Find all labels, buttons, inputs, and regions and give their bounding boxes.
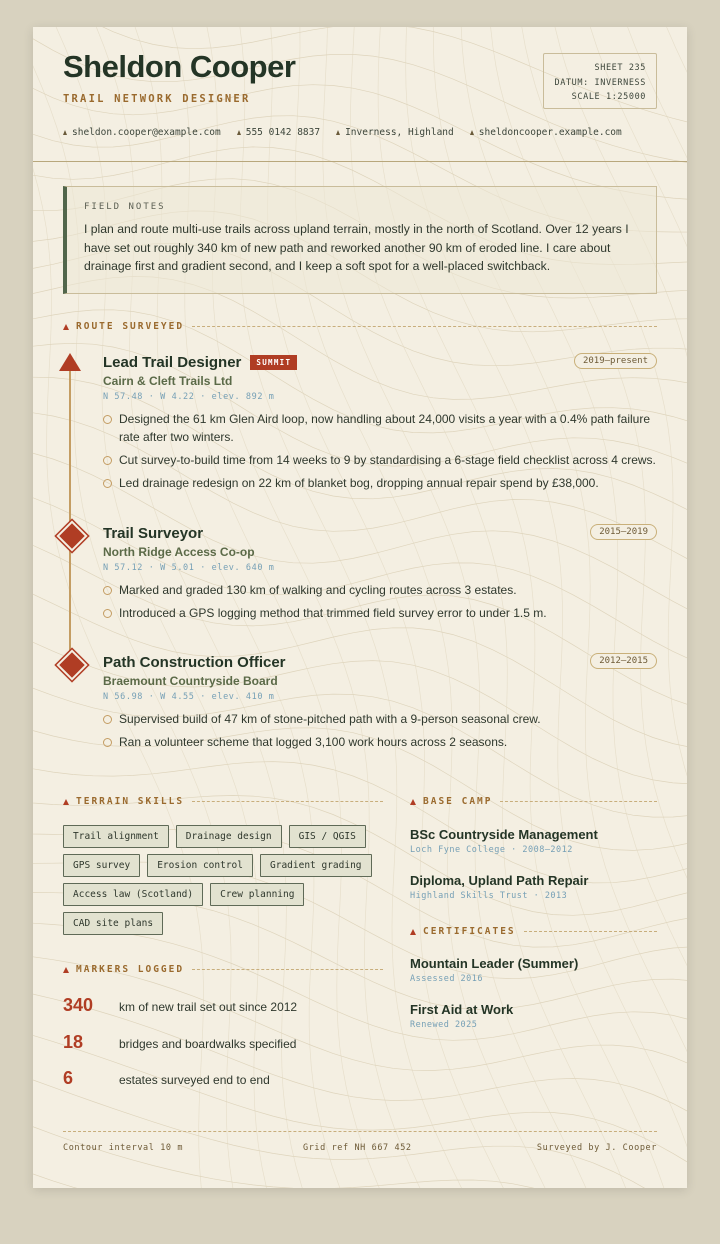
job-bullets bbox=[103, 710, 657, 751]
certificate-title: Mountain Leader (Summer) bbox=[410, 956, 579, 971]
contact-website[interactable] bbox=[470, 127, 622, 138]
stat-label: km of new trail set out since 2012 bbox=[119, 1000, 298, 1014]
job-entry bbox=[103, 352, 657, 497]
skill-chip: Crew planning bbox=[210, 883, 304, 906]
job-entry bbox=[103, 652, 657, 756]
job-coordinates: N 57.48 · W 4.22 · elev. 892 m bbox=[103, 392, 275, 402]
waypoint-circle-icon bbox=[103, 586, 112, 595]
footer-grid-ref: Grid ref NH 667 452 bbox=[303, 1143, 412, 1153]
candidate-name: Sheldon Cooper bbox=[63, 49, 296, 84]
job-coordinates: N 57.12 · W 5.01 · elev. 640 m bbox=[103, 563, 275, 573]
section-base-camp bbox=[410, 796, 657, 807]
timeline-line bbox=[69, 367, 71, 657]
job-company: North Ridge Access Co-op bbox=[103, 545, 255, 559]
section-dash-rule bbox=[192, 969, 383, 970]
education-detail: Loch Fyne College · 2008–2012 bbox=[410, 845, 573, 855]
waypoint-circle-icon bbox=[103, 715, 112, 724]
resume-sheet bbox=[33, 27, 687, 1188]
sheet-number: SHEET 235 bbox=[594, 63, 646, 73]
summit-triangle-icon bbox=[59, 353, 81, 371]
triangle-marker-icon bbox=[63, 799, 69, 805]
contact-row bbox=[63, 127, 663, 138]
field-notes-title: FIELD NOTES bbox=[84, 202, 166, 212]
skill-chip: Trail alignment bbox=[63, 825, 169, 848]
map-sheet-box bbox=[543, 53, 657, 109]
skill-chip: GIS / QGIS bbox=[289, 825, 366, 848]
section-title: TERRAIN SKILLS bbox=[76, 796, 185, 807]
triangle-marker-icon bbox=[63, 967, 69, 973]
waypoint-circle-icon bbox=[103, 415, 112, 424]
triangle-marker-icon bbox=[63, 324, 69, 330]
footer-dash-rule bbox=[63, 1131, 657, 1132]
stat-label: estates surveyed end to end bbox=[119, 1073, 270, 1087]
education-detail: Highland Skills Trust · 2013 bbox=[410, 891, 568, 901]
certificate-title: First Aid at Work bbox=[410, 1002, 514, 1017]
field-notes-text: I plan and route multi-use trails across upland terrain, mostly in the north of Scotland. Over 12 years I have set out roughly 340 km of new path and reworked another 90 km of eroded line. I care about drainage first and gradient second, and I keep a soft spot for a well-placed switchback. bbox=[84, 222, 629, 273]
section-certificates bbox=[410, 926, 657, 937]
waypoint-circle-icon bbox=[103, 609, 112, 618]
certificate-detail: Renewed 2025 bbox=[410, 1020, 478, 1030]
sheet-scale: SCALE 1:25000 bbox=[571, 92, 646, 102]
section-dash-rule bbox=[524, 931, 657, 932]
triangle-marker-icon bbox=[470, 130, 474, 135]
job-bullets bbox=[103, 581, 657, 622]
list-item: Cut survey-to-build time from 14 weeks to 9 by standardising a 6-stage field checklist across 4 crews. bbox=[103, 451, 657, 469]
job-dates: 2015–2019 bbox=[590, 524, 657, 540]
education-entry bbox=[410, 873, 657, 901]
contact-location bbox=[336, 127, 454, 138]
waypoint-circle-icon bbox=[103, 738, 112, 747]
job-entry bbox=[103, 523, 657, 627]
footer-surveyor: Surveyed by J. Cooper bbox=[536, 1143, 657, 1153]
contact-text: 555 0142 8837 bbox=[245, 127, 321, 138]
contact-email[interactable] bbox=[63, 127, 221, 138]
skill-chip: CAD site plans bbox=[63, 912, 163, 935]
section-dash-rule bbox=[192, 801, 383, 802]
education-title: Diploma, Upland Path Repair bbox=[410, 873, 589, 888]
section-title: MARKERS LOGGED bbox=[76, 964, 185, 975]
certificate-detail: Assessed 2016 bbox=[410, 974, 484, 984]
job-company: Cairn & Cleft Trails Ltd bbox=[103, 374, 233, 388]
triangle-marker-icon bbox=[336, 130, 340, 135]
section-terrain-skills bbox=[63, 796, 383, 807]
job-coordinates: N 56.98 · W 4.55 · elev. 410 m bbox=[103, 692, 275, 702]
job-company: Braemount Countryside Board bbox=[103, 674, 278, 688]
stat-item bbox=[63, 1068, 270, 1089]
contact-text: Inverness, Highland bbox=[345, 127, 454, 138]
stat-item bbox=[63, 995, 297, 1016]
skill-chip: Drainage design bbox=[176, 825, 282, 848]
education-title: BSc Countryside Management bbox=[410, 827, 598, 842]
contact-text: sheldon.cooper@example.com bbox=[72, 127, 221, 138]
job-dates: 2019–present bbox=[574, 353, 657, 369]
job-title: Trail Surveyor bbox=[103, 524, 204, 542]
stat-label: bridges and boardwalks specified bbox=[119, 1037, 297, 1051]
certificate-entry bbox=[410, 1002, 657, 1030]
list-item: Introduced a GPS logging method that trimmed field survey error to under 1.5 m. bbox=[103, 604, 657, 622]
section-dash-rule bbox=[192, 326, 657, 327]
list-item: Ran a volunteer scheme that logged 3,100 work hours across 2 seasons. bbox=[103, 733, 657, 751]
summit-badge: SUMMIT bbox=[250, 355, 297, 370]
job-bullets bbox=[103, 410, 657, 492]
triangle-marker-icon bbox=[63, 130, 67, 135]
waypoint-circle-icon bbox=[103, 479, 112, 488]
section-markers-logged bbox=[63, 964, 383, 975]
job-title: Path Construction Officer bbox=[103, 653, 286, 671]
list-item: Supervised build of 47 km of stone-pitched path with a 9-person seasonal crew. bbox=[103, 710, 657, 728]
header-divider bbox=[33, 161, 687, 162]
triangle-marker-icon bbox=[410, 929, 416, 935]
education-entry bbox=[410, 827, 657, 855]
footer-contour-interval: Contour interval 10 m bbox=[63, 1143, 184, 1153]
stat-value: 6 bbox=[63, 1068, 74, 1088]
section-route-surveyed bbox=[63, 321, 657, 332]
stat-value: 18 bbox=[63, 1032, 84, 1052]
candidate-role: TRAIL NETWORK DESIGNER bbox=[63, 93, 251, 105]
waypoint-circle-icon bbox=[103, 456, 112, 465]
stat-item bbox=[63, 1032, 296, 1053]
stat-value: 340 bbox=[63, 995, 94, 1015]
skill-chip: Erosion control bbox=[147, 854, 253, 877]
skill-chip: GPS survey bbox=[63, 854, 140, 877]
certificate-entry bbox=[410, 956, 657, 984]
list-item: Led drainage redesign on 22 km of blanket bog, dropping annual repair spend by £38,000. bbox=[103, 474, 657, 492]
field-notes-panel bbox=[63, 186, 657, 294]
triangle-marker-icon bbox=[237, 130, 241, 135]
contact-text: sheldoncooper.example.com bbox=[478, 127, 622, 138]
sheet-datum: DATUM: INVERNESS bbox=[554, 77, 646, 88]
skill-chip: Gradient grading bbox=[260, 854, 372, 877]
skill-chip: Access law (Scotland) bbox=[63, 883, 203, 906]
contact-phone[interactable] bbox=[237, 127, 320, 138]
skills-list bbox=[63, 825, 383, 941]
list-item: Marked and graded 130 km of walking and cycling routes across 3 estates. bbox=[103, 581, 657, 599]
job-title: Lead Trail Designer bbox=[103, 353, 242, 371]
section-title: ROUTE SURVEYED bbox=[76, 321, 185, 332]
list-item: Designed the 61 km Glen Aird loop, now handling about 24,000 visits a year with a 0.4% path failure rate after two winters. bbox=[103, 410, 657, 446]
section-title: BASE CAMP bbox=[423, 796, 493, 807]
job-dates: 2012–2015 bbox=[590, 653, 657, 669]
section-title: CERTIFICATES bbox=[423, 926, 516, 937]
section-dash-rule bbox=[500, 801, 657, 802]
triangle-marker-icon bbox=[410, 799, 416, 805]
